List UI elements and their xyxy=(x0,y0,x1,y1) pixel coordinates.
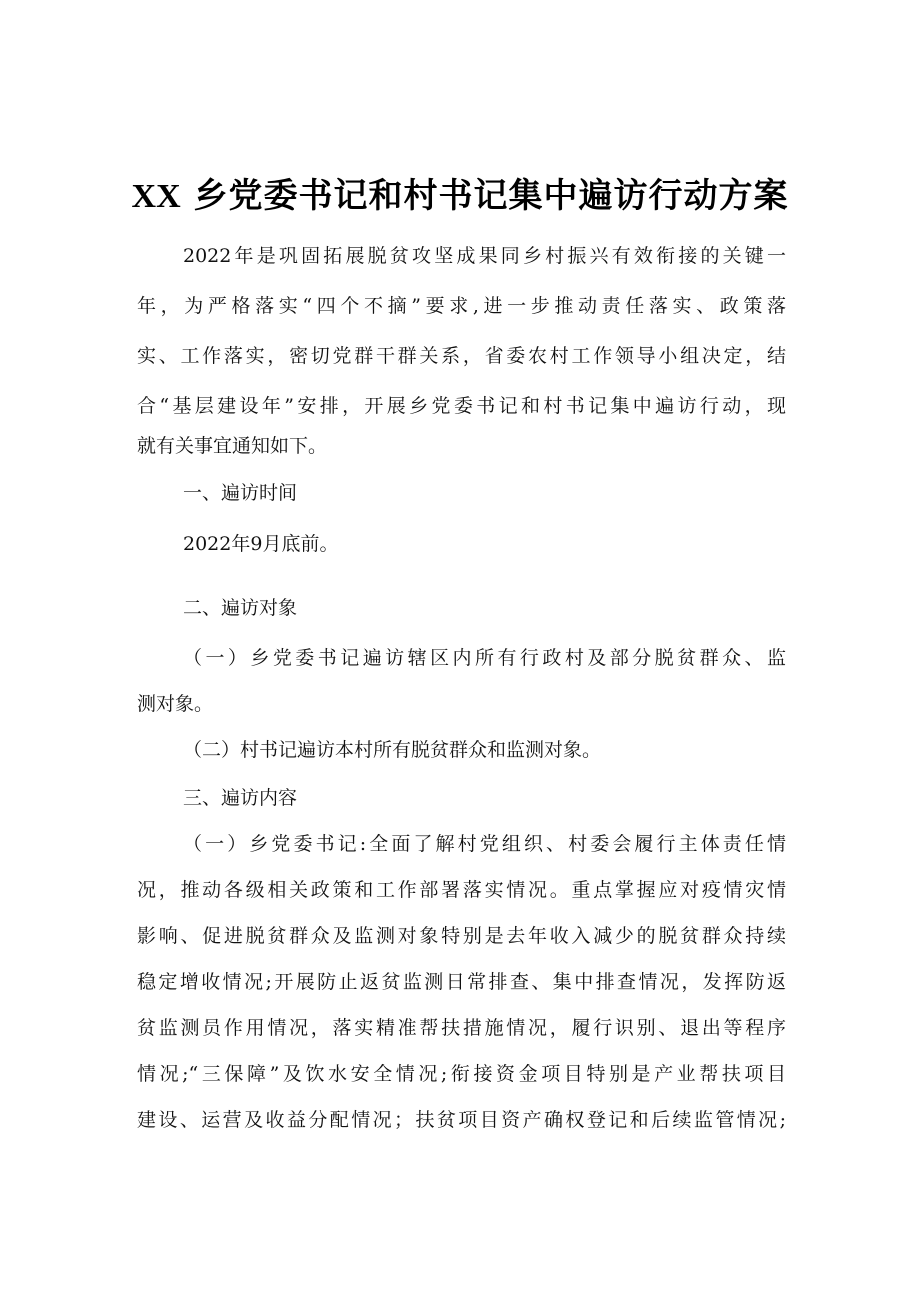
targets-item1-line-2: 测对象。 xyxy=(137,693,214,715)
content-item1-line-3: 影响、促进脱贫群众及监测对象特别是去年收入减少的脱贫群众持续 xyxy=(137,925,786,947)
targets-item1-line-1: （一）乡党委书记遍访辖区内所有行政村及部分脱贫群众、监 xyxy=(183,647,786,669)
content-item1-line-4: 稳定增收情况;开展防止返贫监测日常排查、集中排查情况，发挥防返 xyxy=(137,971,786,993)
document-title xyxy=(0,172,920,221)
intro-line-2: 年，为严格落实“四个不摘”要求,进一步推动责任落实、政策落 xyxy=(137,295,786,317)
targets-item2: （二）村书记遍访本村所有脱贫群众和监测对象。 xyxy=(183,739,602,761)
section-heading-time: 一、遍访时间 xyxy=(183,482,298,504)
intro-line-3: 实、工作落实，密切党群干群关系，省委农村工作领导小组决定，结 xyxy=(137,345,786,367)
content-item1-line-2: 况，推动各级相关政策和工作部署落实情况。重点掌握应对疫情灾情 xyxy=(137,879,786,901)
content-item1-line-7: 建设、运营及收益分配情况；扶贫项目资产确权登记和后续监管情况; xyxy=(137,1109,786,1131)
section-heading-targets: 二、遍访对象 xyxy=(183,597,298,619)
intro-line-4: 合“基层建设年”安排，开展乡党委书记和村书记集中遍访行动，现 xyxy=(137,395,786,417)
content-item1-line-6: 情况;“三保障”及饮水安全情况;衔接资金项目特别是产业帮扶项目 xyxy=(137,1063,786,1085)
section-time-text: 2022年9月底前。 xyxy=(183,533,339,555)
content-item1-line-1: （一）乡党委书记:全面了解村党组织、村委会履行主体责任情 xyxy=(183,833,786,855)
intro-line-1: 2022年是巩固拓展脱贫攻坚成果同乡村振兴有效衔接的关键一 xyxy=(183,245,786,267)
title-prefix: XX xyxy=(131,178,181,215)
intro-line-5: 就有关事宜通知如下。 xyxy=(137,435,328,457)
content-item1-line-5: 贫监测员作用情况，落实精准帮扶措施情况，履行识别、退出等程序 xyxy=(137,1017,786,1039)
section-heading-content: 三、遍访内容 xyxy=(183,787,298,809)
title-main: 乡党委书记和村书记集中遍访行动方案 xyxy=(193,176,789,216)
